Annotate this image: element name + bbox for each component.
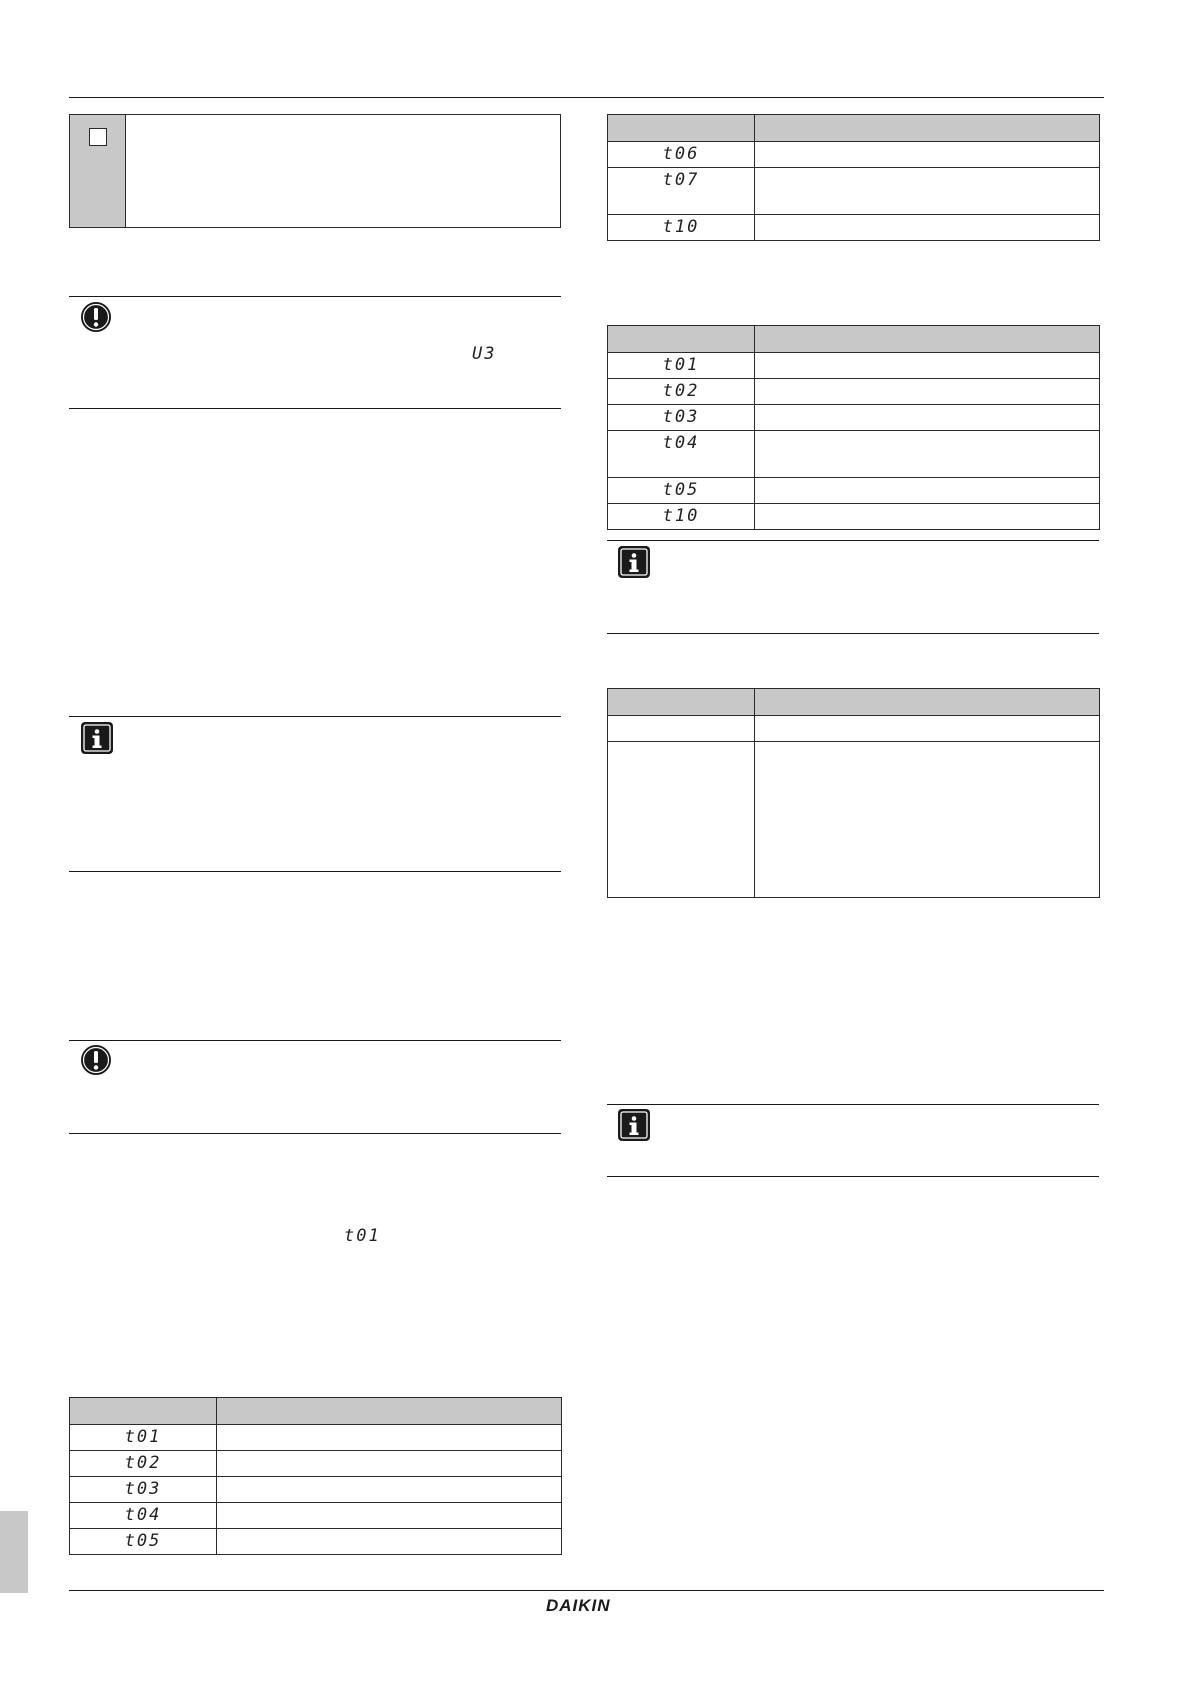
code-cell: t02 xyxy=(124,1453,162,1473)
checkbox-step-box xyxy=(69,114,561,228)
info-3-bottom-rule xyxy=(607,1176,1099,1177)
brand-logo: DAIKIN xyxy=(546,1596,611,1615)
info-icon xyxy=(617,545,651,579)
code-cell: t01 xyxy=(662,355,700,375)
table-row xyxy=(70,1477,562,1503)
code-cell: t10 xyxy=(662,217,700,237)
table-row xyxy=(608,353,1100,379)
code-cell: t07 xyxy=(662,170,700,190)
inline-error-code: U3 xyxy=(472,344,497,364)
table-row xyxy=(608,716,1100,742)
code-cell: t04 xyxy=(124,1505,162,1525)
test-code-table-middle-right xyxy=(607,325,1100,530)
chapter-side-tab xyxy=(0,1511,28,1593)
code-cell: t05 xyxy=(124,1531,162,1551)
header-rule xyxy=(69,97,1104,98)
info-icon xyxy=(80,721,114,755)
header-cell xyxy=(217,1398,562,1425)
notice-2-top-rule xyxy=(69,1040,561,1041)
table-row xyxy=(608,504,1100,530)
test-code-table-top-right xyxy=(607,114,1100,241)
header-cell xyxy=(608,689,755,716)
table-row xyxy=(608,478,1100,504)
table-row xyxy=(70,1503,562,1529)
code-cell: t10 xyxy=(662,506,700,526)
table-header-row xyxy=(608,115,1100,142)
notice-2-bottom-rule xyxy=(69,1133,561,1134)
notice-1-top-rule xyxy=(69,296,561,297)
warning-icon xyxy=(80,301,112,333)
warning-icon xyxy=(80,1044,112,1076)
info-1-bottom-rule xyxy=(69,871,561,872)
code-cell: t03 xyxy=(124,1479,162,1499)
table-row xyxy=(70,1425,562,1451)
code-cell: t05 xyxy=(662,480,700,500)
table-row xyxy=(608,142,1100,168)
table-header-row xyxy=(70,1398,562,1425)
table-row xyxy=(70,1529,562,1555)
table-row xyxy=(608,215,1100,241)
header-cell xyxy=(755,689,1100,716)
table-header-row xyxy=(608,326,1100,353)
header-cell xyxy=(608,326,755,353)
header-cell xyxy=(755,326,1100,353)
table-row xyxy=(608,168,1100,215)
table-row xyxy=(608,405,1100,431)
table-row xyxy=(70,1451,562,1477)
info-icon xyxy=(617,1108,651,1142)
header-cell xyxy=(70,1398,217,1425)
header-cell xyxy=(608,115,755,142)
notice-1-bottom-rule xyxy=(69,408,561,409)
header-cell xyxy=(755,115,1100,142)
info-2-bottom-rule xyxy=(607,633,1099,634)
table-row xyxy=(608,379,1100,405)
table-row xyxy=(608,742,1100,898)
info-1-top-rule xyxy=(69,716,561,717)
checkbox[interactable] xyxy=(89,128,107,146)
table-row xyxy=(608,431,1100,478)
info-3-top-rule xyxy=(607,1104,1099,1105)
code-cell: t01 xyxy=(124,1427,162,1447)
footer-rule xyxy=(69,1590,1104,1591)
info-2-top-rule xyxy=(607,540,1099,541)
table-header-row xyxy=(608,689,1100,716)
code-cell: t02 xyxy=(662,381,700,401)
inline-test-code: t01 xyxy=(344,1226,381,1246)
test-code-table-left xyxy=(69,1397,562,1555)
code-cell: t03 xyxy=(662,407,700,427)
code-cell: t04 xyxy=(662,433,700,453)
code-cell: t06 xyxy=(662,144,700,164)
settings-table-right xyxy=(607,688,1100,898)
